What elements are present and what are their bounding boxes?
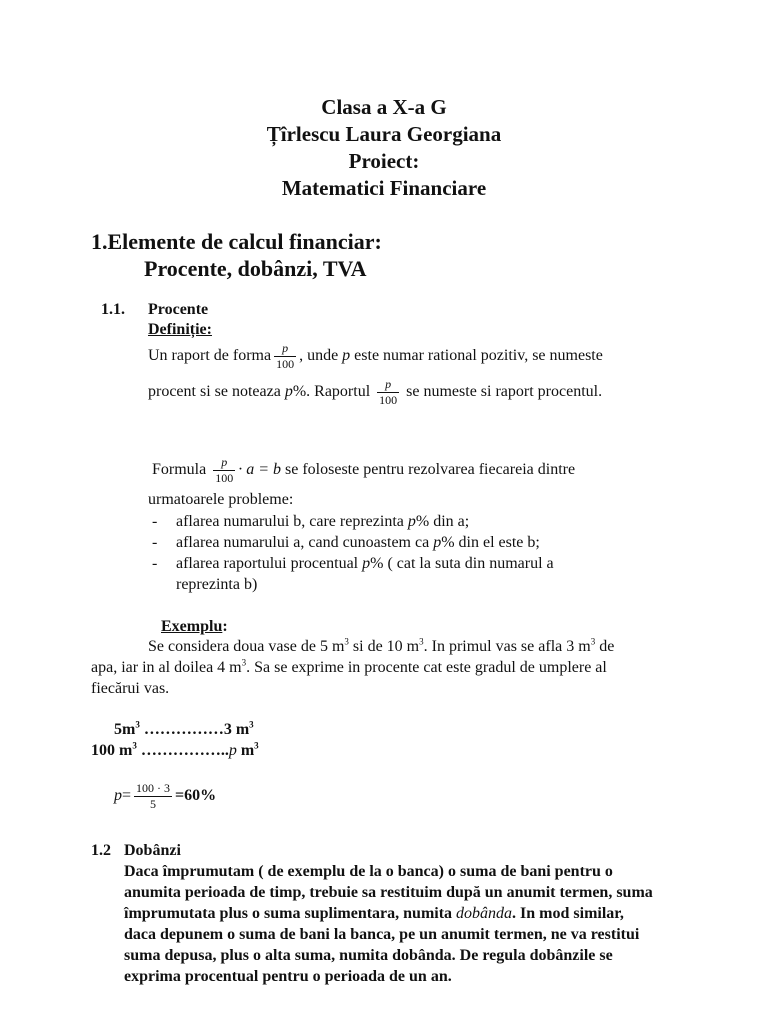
- fraction-p-over-100: $\frac{p}{100}$: [215, 455, 234, 485]
- list-item: - aflarea raportului procentual p% ( cat la suta din numarul a: [152, 555, 554, 572]
- subsection-heading-procente: Procente: [148, 301, 209, 318]
- fraction-300-over-5: $\frac{100 \cdot 3}{5}$: [136, 781, 171, 811]
- dobanzi-line-6: exprima procentual pentru o perioada de un an.: [124, 968, 452, 985]
- list-item: - aflarea numarului a, cand cunoastem ca p% din el este b;: [152, 534, 540, 551]
- dobanzi-line-2: anumita perioada de timp, trebuie sa restituim după un anumit termen, suma: [124, 884, 653, 901]
- subsection-heading-dobanzi: Dobânzi: [124, 842, 181, 859]
- dobanzi-line-3: împrumutata plus o suma suplimentara, numita dobânda. In mod similar,: [124, 905, 624, 922]
- example-paragraph-line-3: fiecărui vas.: [91, 680, 170, 697]
- example-paragraph-line-1: Se considera doua vase de 5 $m^3$ si de 10 $m^3$. In primul vas se afla 3 $m^3$ de: [148, 636, 615, 655]
- list-item-continuation: reprezinta b): [176, 576, 258, 593]
- section-title: 1.Elemente de calcul financiar:: [91, 229, 382, 254]
- proportion-row-2: 100 $m^3$ ……………..p $m^3$: [91, 740, 259, 759]
- example-label: Exemplu:: [161, 618, 228, 635]
- list-item: - aflarea numarului b, care reprezinta p% din a;: [152, 513, 470, 530]
- definition-line-2: procent si se noteaza p%. Raportul $\frac{p}{100}$ se numeste si raport procentul.: [148, 377, 603, 407]
- dobanzi-line-5: suma depusa, plus o alta suma, numita dobânda. De regula dobânzile se: [124, 947, 613, 964]
- dobanzi-line-1: Daca împrumutam ( de exemplu de la o banca) o suma de bani pentru o: [124, 863, 613, 880]
- student-name: Țîrlescu Laura Georgiana: [266, 122, 502, 146]
- proportion-row-1: $5m^3$ ……………3 $m^3$: [114, 719, 254, 738]
- project-label: Proiect:: [348, 149, 420, 173]
- fraction-p-over-100: $\frac{p}{100}$: [276, 341, 295, 371]
- project-title: Matematici Financiare: [281, 176, 487, 200]
- dobanzi-line-4: daca depunem o suma de bani la banca, pe un anumit termen, ne va restitui: [124, 926, 640, 943]
- example-paragraph-line-2: apa, iar in al doilea 4 $m^3$. Sa se exprime in procente cat este gradul de umplere al: [91, 657, 607, 676]
- formula-line-2: urmatoarele probleme:: [148, 491, 294, 508]
- definition-line-1: Un raport de forma $\frac{p}{100}$ , unde p este numar rational pozitiv, se numeste: [148, 341, 603, 371]
- section-subtitle: Procente, dobânzi, TVA: [144, 256, 367, 281]
- definition-label: Definiție:: [148, 321, 212, 338]
- class-title: Clasa a X-a G: [321, 95, 447, 119]
- subsection-number-1-1: 1.1.: [101, 301, 125, 318]
- formula-line: Formula $\frac{p}{100}$ · a = b se foloseste pentru rezolvarea fiecareia dintre: [152, 455, 576, 485]
- fraction-p-over-100: $\frac{p}{100}$: [379, 377, 398, 407]
- result-formula: p= $\frac{100 \cdot 3}{5}$ =60%: [114, 781, 217, 811]
- subsection-number-1-2: 1.2: [91, 842, 111, 859]
